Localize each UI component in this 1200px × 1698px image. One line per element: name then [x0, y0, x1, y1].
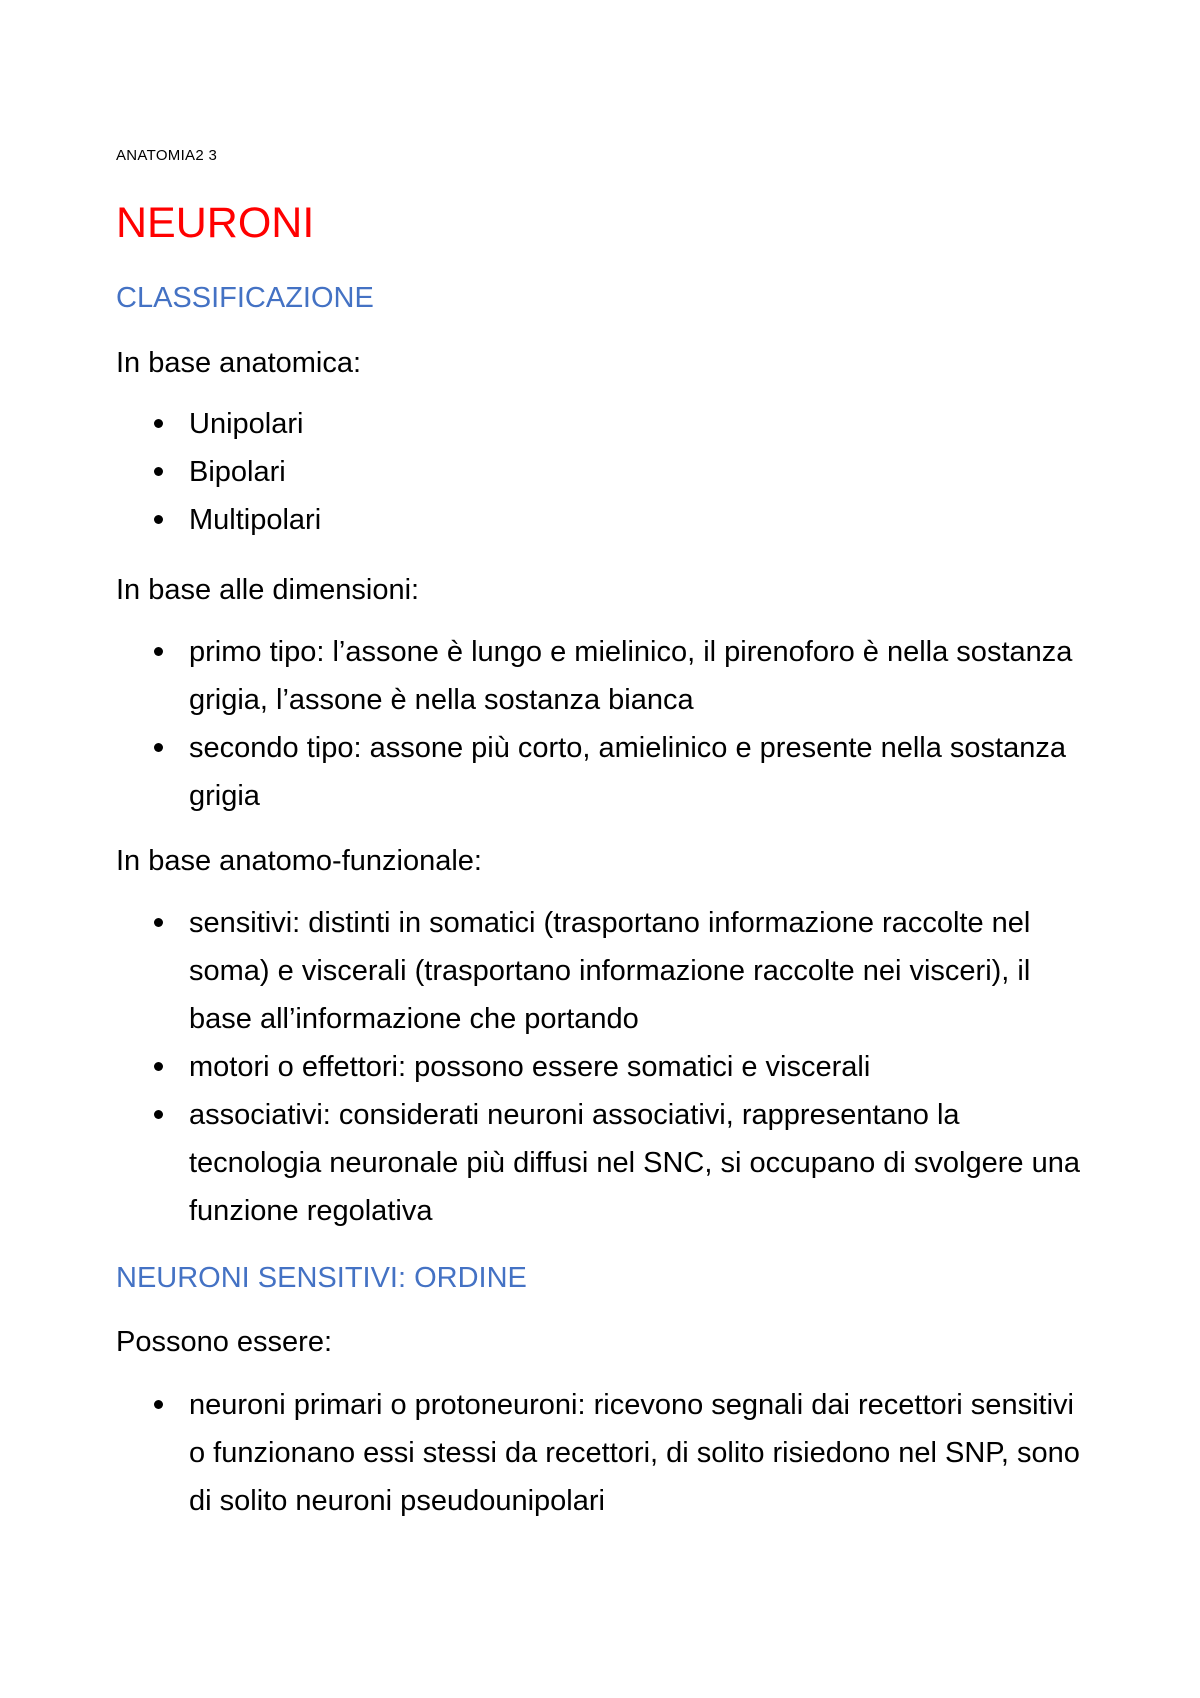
bullet-icon: [154, 515, 163, 524]
bullet-icon: [154, 647, 163, 656]
intro-funzionale: In base anatomo-funzionale:: [116, 845, 482, 877]
page-title: NEURONI: [116, 199, 315, 247]
list-ordine: [116, 1381, 1096, 1525]
intro-dimensioni: In base alle dimensioni:: [116, 574, 420, 606]
list-item: [116, 899, 1096, 1043]
section-heading-classificazione: CLASSIFICAZIONE: [116, 282, 374, 314]
list-item: [116, 496, 1096, 544]
list-item: [116, 448, 1096, 496]
bullet-icon: [154, 1400, 163, 1409]
list-item: [116, 400, 1096, 448]
list-item: [116, 628, 1096, 724]
list-item-text: Bipolari: [189, 456, 286, 488]
list-funzionale: [116, 899, 1096, 1235]
list-item: [116, 1043, 1096, 1091]
list-anatomica: [116, 400, 1096, 544]
bullet-icon: [154, 1062, 163, 1071]
bullet-icon: [154, 918, 163, 927]
bullet-icon: [154, 467, 163, 476]
section-heading-neuroni-sensitivi: NEURONI SENSITIVI: ORDINE: [116, 1262, 527, 1294]
list-item: [116, 724, 1096, 820]
intro-anatomica: In base anatomica:: [116, 347, 362, 379]
bullet-icon: [154, 1110, 163, 1119]
list-item-text: Multipolari: [189, 504, 322, 536]
list-item-text: associativi: considerati neuroni associativi, rappresentano la tecnologia neuronale più diffusi nel SNC, si occupano di svolgere una funzione regolativa: [189, 1099, 1080, 1227]
bullet-icon: [154, 743, 163, 752]
intro-ordine: Possono essere:: [116, 1326, 333, 1358]
list-item-text: primo tipo: l’assone è lungo e mielinico, il pirenoforo è nella sostanza grigia, l’assone è nella sostanza bianca: [189, 636, 1073, 716]
list-item-text: Unipolari: [189, 408, 304, 440]
bullet-icon: [154, 419, 163, 428]
list-item-text: secondo tipo: assone più corto, amielinico e presente nella sostanza grigia: [189, 732, 1066, 812]
list-dimensioni: [116, 628, 1096, 820]
list-item: [116, 1091, 1096, 1235]
list-item-text: motori o effettori: possono essere somatici e viscerali: [189, 1051, 871, 1083]
list-item-text: sensitivi: distinti in somatici (trasportano informazione raccolte nel soma) e viscerali (trasportano informazione raccolte nei visceri), il base all’informazione che portando: [189, 907, 1031, 1035]
list-item-text: neuroni primari o protoneuroni: ricevono segnali dai recettori sensitivi o funzionano essi stessi da recettori, di solito risiedono nel SNP, sono di solito neuroni pseudounipolari: [189, 1389, 1080, 1517]
page-header: ANATOMIA2 3: [116, 147, 218, 164]
list-item: [116, 1381, 1096, 1525]
